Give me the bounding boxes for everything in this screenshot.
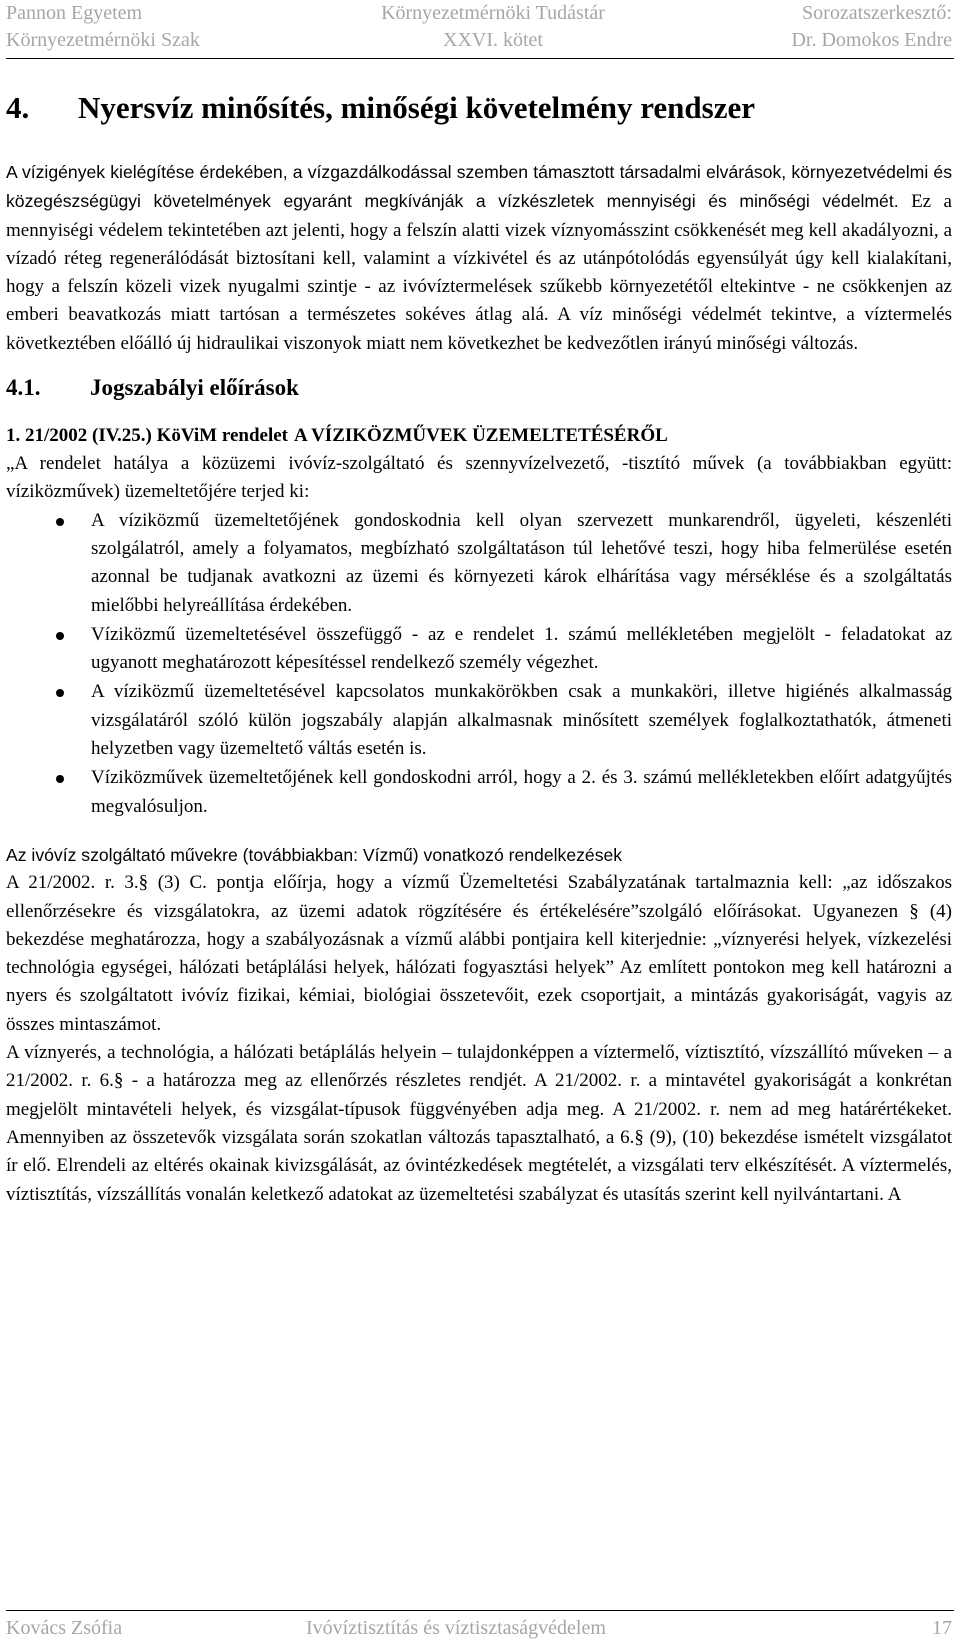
regulation-heading: [6, 422, 952, 450]
header-editor-name: Dr. Domokos Endre: [791, 29, 952, 51]
regulation-bullet-list: [6, 507, 952, 821]
regulation-intro: „A rendelet hatálya a közüzemi ivóvíz-szolgáltató és szennyvízelvezető, -tisztító művek (a továbbiakban együtt: víziközművek) üzemeltetőjére terjed ki:: [6, 453, 952, 503]
regulation-title: A VÍZIKÖZMŰVEK ÜZEMELTETÉSÉRŐL: [294, 425, 668, 447]
subsection-heading: [6, 372, 952, 404]
subsection-number: 4.1.: [6, 375, 41, 401]
intro-paragraph-serif: Ez a mennyiségi védelem tekintetében azt jelenti, hogy a felszín alatti vizek víznyomásszint csökkenését meg kell akadályozni, a vízadó réteg regenerálódását biztosítani kell, valamint a vízkivétel és az utánpótolódás egyensúlyát úgy kell kialakítani, hogy a felszín közeli vizek nyugalmi szintje - az ivóvíztermelések szűkebb környezetétől eltekintve - ne csökkenjen az emberi beavatkozás miatt tartósan a természetes sokéves átlag alá. A víz minőségi védelmét tekintve, a víztermelés következtében előálló új hidraulikai viszonyok miatt nem következhet be kedvezőtlen irányú minőségi változás.: [6, 191, 952, 354]
provisions-paragraph-1: A 21/2002. r. 3.§ (3) C. pontja előírja, hogy a vízmű Üzemeltetési Szabályzatának tartalmaznia kell: „az időszakos ellenőrzésekre és vizsgálatokra, az üzemi adatok rögzítésére és értékelésére”szolgáló előírásokat. Ugyanezen § (4) bekezdése meghatározza, hogy a szabályozásnak a vízmű alábbi pontjaira kell kiterjednie: „víznyerési helyek, vízkezelési technológia egységei, hálózati betáplálási helyek, hálózati fogyasztási helyek” Az említett pontokon meg kell határozni a nyers és szolgáltatott ivóvíz fizikai, kémiai, biológiai összetevőit, ezek csoportjait, a mintázás gyakoriságát, vagyis az összes mintaszámot.: [6, 872, 952, 1035]
section-heading: [6, 88, 952, 128]
spacer: [6, 821, 952, 841]
provisions-heading: Az ivóvíz szolgáltató művekre (továbbiakban: Vízmű) vonatkozó rendelkezések: [6, 844, 623, 865]
list-item: A víziközmű üzemeltetőjének gondoskodnia kell olyan szervezett munkarendről, ügyeleti, készenléti szolgálatról, amely a folyamatos, megbízható szolgáltatáson túl lehetővé teszi, hogy hiba felmerülése esetén azonnal be tudjanak avatkozni az üzemi és környezeti károk elhárítása vagy mérséklése és a szolgáltatás mielőbbi helyreállítása érdekében.: [6, 507, 952, 620]
page-body: [6, 80, 952, 1209]
header-university: Pannon Egyetem: [6, 2, 143, 24]
subsection-title: Jogszabályi előírások: [90, 375, 299, 401]
list-item: Víziközmű üzemeltetésével összefüggő - az e rendelet 1. számú mellékletében megjelölt - feladatokat az ugyanott meghatározott képesítéssel rendelkező személy végezhet.: [6, 621, 952, 678]
header-divider: [6, 58, 954, 59]
footer-author: Kovács Zsófia: [6, 1617, 123, 1639]
page-footer: [6, 1610, 954, 1641]
list-item: A víziközmű üzemeltetésével kapcsolatos munkakörökben csak a munkaköri, illetve higiénés alkalmasság vizsgálatáról szóló külön jogszabály alapján alkalmasnak minősített személyek foglalkoztathatók, átmeneti helyzetben vagy üzemeltető váltás esetén is.: [6, 678, 952, 763]
list-item: Víziközművek üzemeltetőjének kell gondoskodni arról, hogy a 2. és 3. számú mellékletekben előírt adatgyűjtés megvalósuljon.: [6, 764, 952, 821]
page-number: 17: [932, 1617, 952, 1639]
page-header: [0, 0, 960, 58]
footer-title: Ivóvíztisztítás és víztisztaságvédelem: [306, 1617, 606, 1639]
provisions-paragraph-2: A víznyerés, a technológia, a hálózati betáplálás helyein – tulajdonképpen a víztermelő, víztisztító, vízszállító műveken – a 21/2002. r. 6.§ - a határozza meg az ellenőrzés részletes rendjét. A 21/2002. r. a mintavétel gyakoriságát a konkrétan megjelölt mintavételi helyek, és vizsgálat-típusok függvényében adja meg. A 21/2002. r. nem ad meg határértékeket. Amennyiben az összetevők vizsgálata során szokatlan változás tapasztalható, a 6.§ (9), (10) bekezdése ismételt vizsgálatot ír elő. Elrendeli az eltérés okainak kivizsgálását, az óvintézkedések megtételét, a vizsgálati terv elkészítését. A víztermelés, víztisztítás, vízszállítás vonalán keletkező adatokat az üzemeltetési szabályzat és utasítás szerint kell nyilvántartani. A: [6, 1042, 952, 1205]
section-number: 4.: [6, 90, 30, 125]
section-title: Nyersvíz minősítés, minőségi követelmény rendszer: [78, 90, 756, 125]
header-program: Környezetmérnöki Szak: [6, 29, 200, 51]
intro-paragraph-sans: A vízigények kielégítése érdekében, a vízgazdálkodással szemben támasztott társadalmi elvárások, környezetvédelmi és közegészségügyi követelmények egyaránt megkívánják a vízkészletek mennyiségi és minőségi védelmét.: [6, 162, 952, 212]
header-editor-label: Sorozatszerkesztő:: [802, 2, 952, 24]
regulation-number: 1. 21/2002 (IV.25.) KöViM rendelet: [6, 425, 288, 447]
header-series: Környezetmérnöki Tudástár: [381, 2, 605, 24]
header-volume: XXVI. kötet: [443, 29, 543, 51]
intro-paragraph: [6, 158, 952, 358]
